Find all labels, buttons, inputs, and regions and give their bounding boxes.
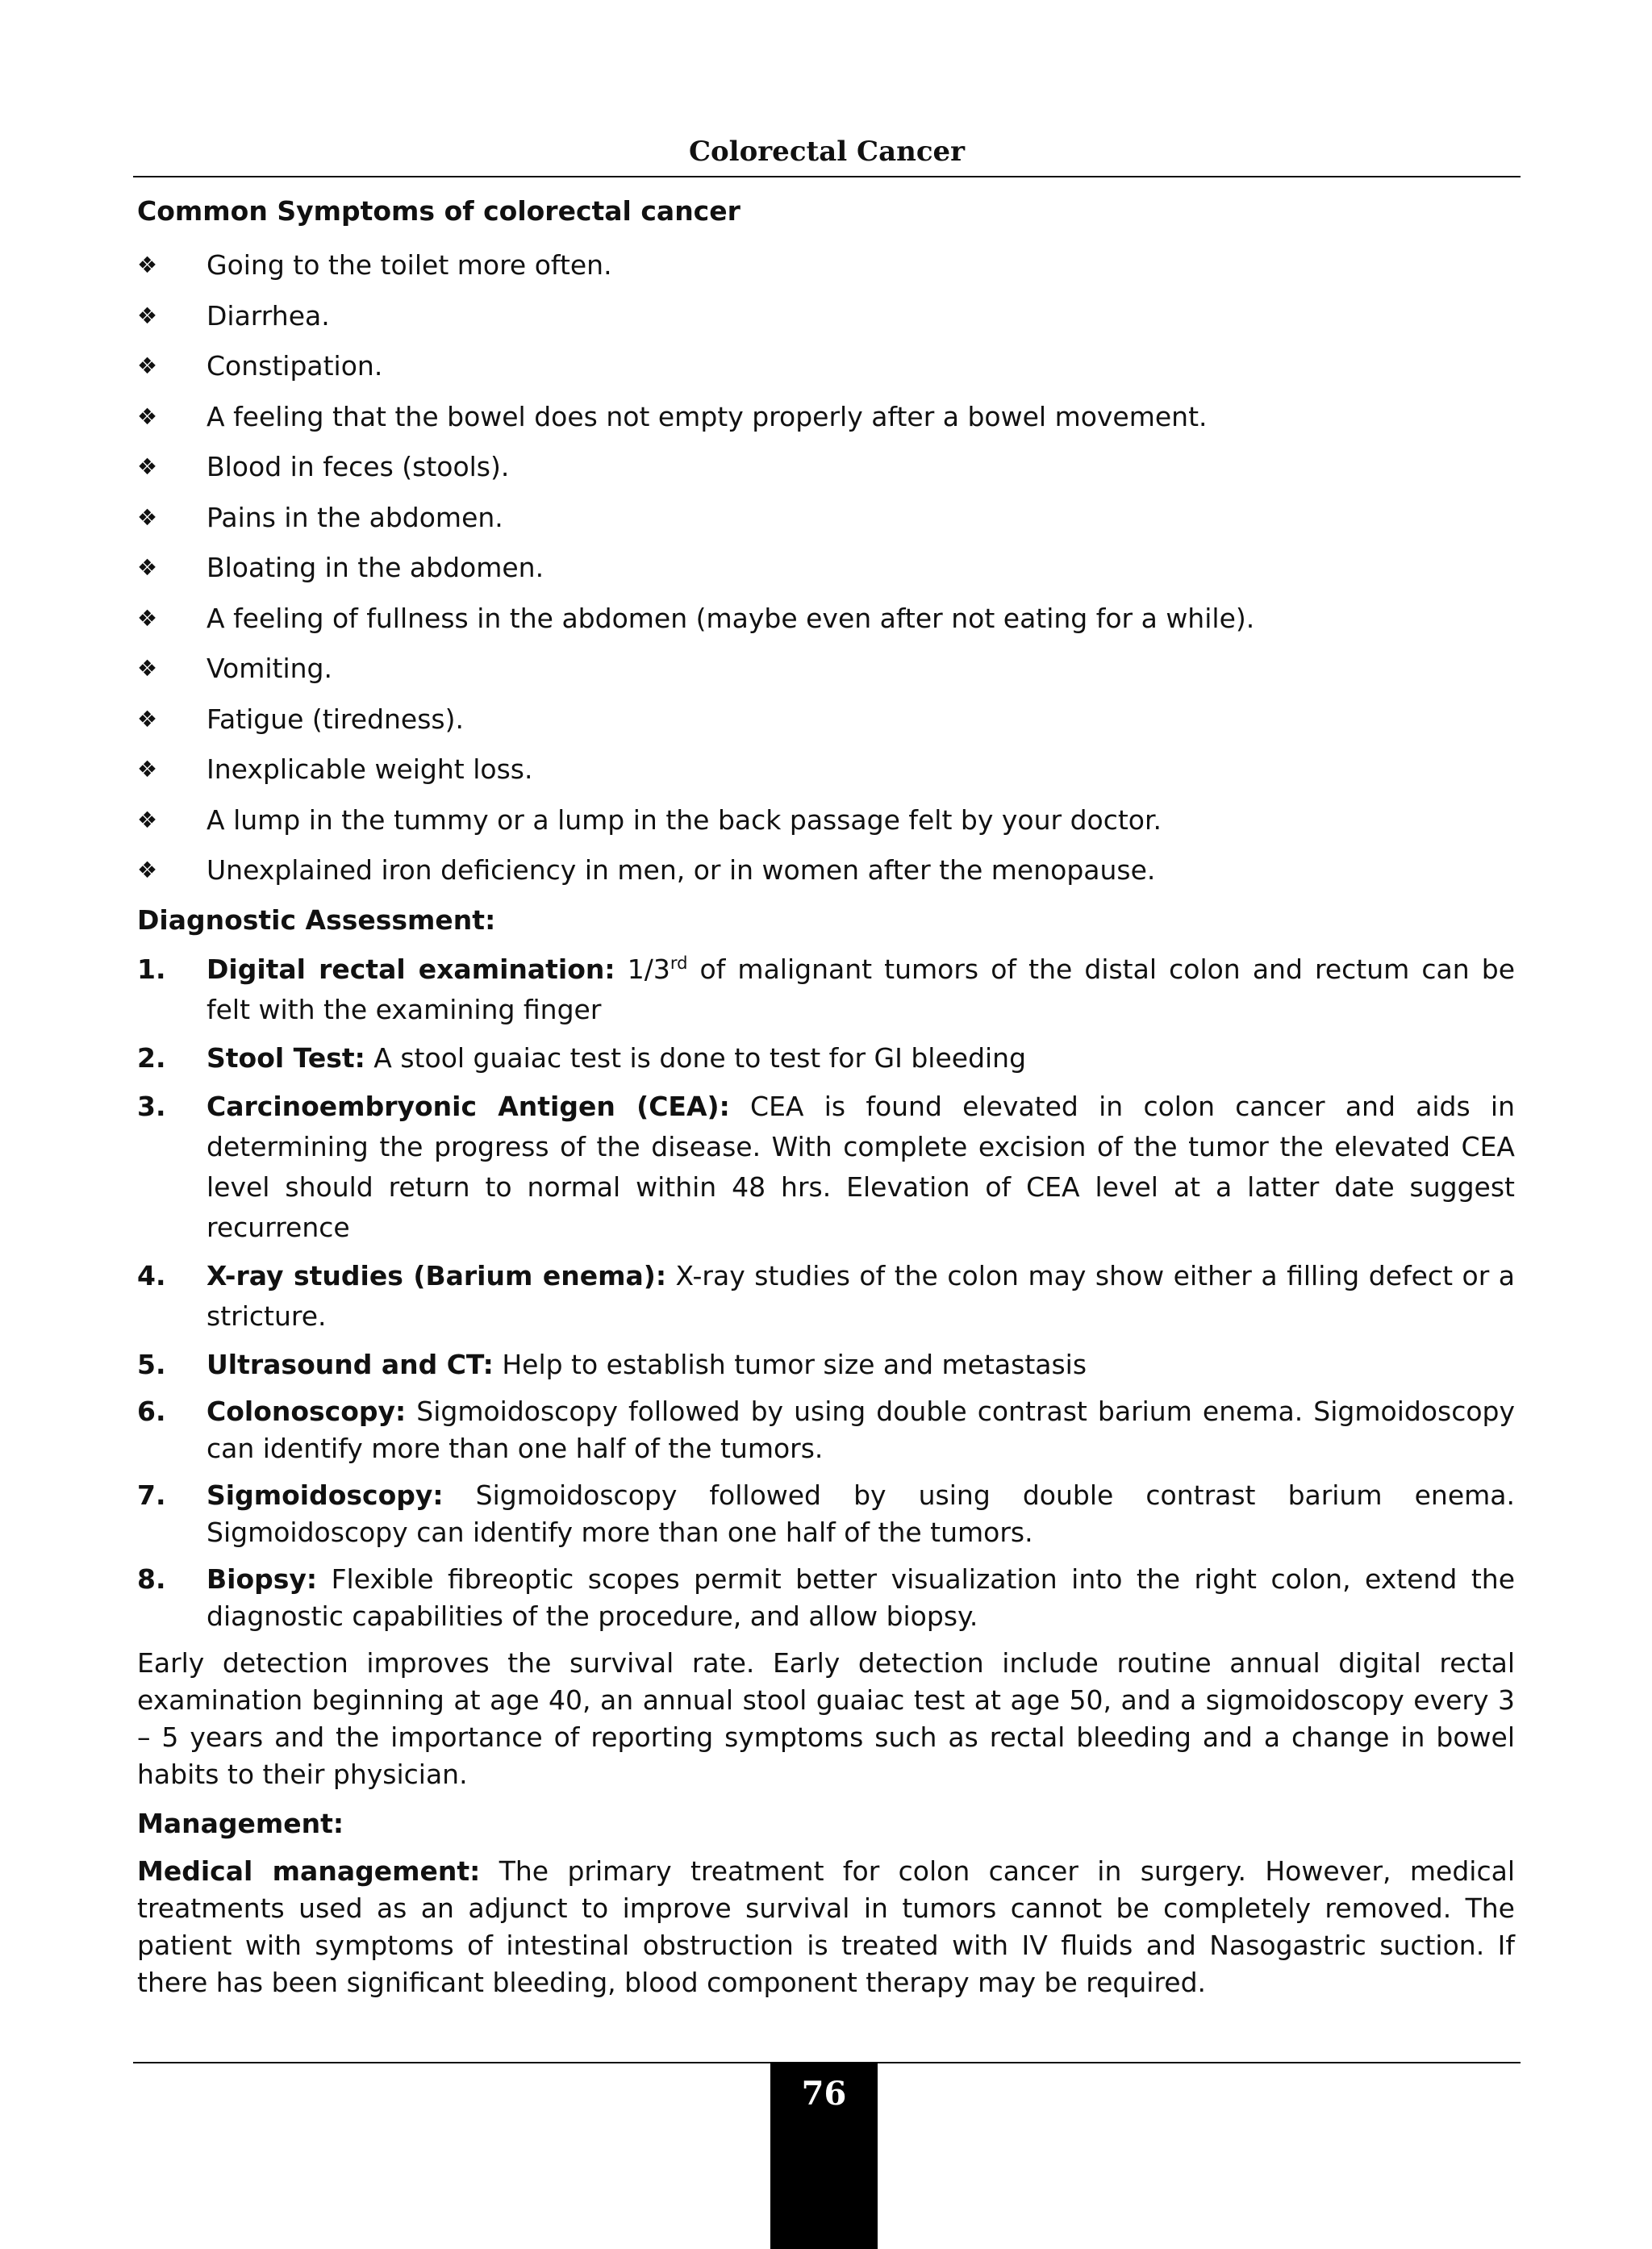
item-text: Sigmoidoscopy followed by using double contrast barium enema. Sigmoidoscopy can identify more than one half of the tumors. xyxy=(206,1479,1515,1548)
symptom-item xyxy=(137,392,1515,443)
symptoms-heading: Common Symptoms of colorectal cancer xyxy=(137,195,740,227)
page-number: 76 xyxy=(770,2062,878,2249)
item-text: of malignant tumors of the distal colon and rectum can be felt with the examining finger xyxy=(206,953,1516,1025)
medical-management-term: Medical management: xyxy=(137,1855,481,1887)
bullet-icon: ❖ xyxy=(137,403,158,430)
symptom-item xyxy=(137,695,1515,745)
symptom-item xyxy=(137,543,1515,594)
item-text: A stool guaiac test is done to test for GI bleeding xyxy=(365,1041,1027,1074)
bullet-icon: ❖ xyxy=(137,756,158,782)
symptom-item xyxy=(137,240,1515,291)
diagnostic-item xyxy=(137,949,1515,1030)
medical-management-text: The primary treatment for colon cancer in surgery. However, medical treatments used as an adjunct to improve survival in tumors cannot be completely removed. The patient with symptoms of intestinal obstruction is treated with IV fluids and Nasogastric suction. If there has been significant bleeding, blood component therapy may be required. xyxy=(137,1855,1516,1998)
symptom-text: Pains in the abdomen. xyxy=(206,501,503,533)
diagnostic-item xyxy=(137,1087,1515,1248)
item-fraction: 1/3 xyxy=(615,953,670,985)
symptom-item xyxy=(137,291,1515,342)
item-number: 4. xyxy=(137,1259,166,1291)
bullet-icon: ❖ xyxy=(137,705,158,732)
symptom-text: Inexplicable weight loss. xyxy=(206,753,533,785)
item-term: X-ray studies (Barium enema): xyxy=(206,1259,667,1291)
symptom-text: A feeling that the bowel does not empty properly after a bowel movement. xyxy=(206,400,1208,432)
symptoms-list xyxy=(137,240,1515,896)
medical-management-paragraph xyxy=(137,1853,1515,2001)
bullet-icon: ❖ xyxy=(137,453,158,480)
item-number: 8. xyxy=(137,1563,166,1595)
diagnostic-item xyxy=(137,1477,1515,1551)
symptom-text: Blood in feces (stools). xyxy=(206,451,510,482)
item-term: Ultrasound and CT: xyxy=(206,1348,494,1380)
bullet-icon: ❖ xyxy=(137,503,158,531)
symptom-text: Going to the toilet more often. xyxy=(206,249,612,281)
bullet-icon: ❖ xyxy=(137,806,158,833)
symptom-text: Bloating in the abdomen. xyxy=(206,552,544,583)
bullet-icon: ❖ xyxy=(137,252,158,278)
symptom-text: Constipation. xyxy=(206,350,383,382)
item-number: 6. xyxy=(137,1395,166,1427)
item-term: Sigmoidoscopy: xyxy=(206,1479,444,1511)
bullet-icon: ❖ xyxy=(137,353,158,379)
diagnostic-item xyxy=(137,1393,1515,1467)
symptom-item xyxy=(137,644,1515,695)
diagnostic-list xyxy=(137,949,1515,1635)
bullet-icon: ❖ xyxy=(137,655,158,682)
symptom-item xyxy=(137,493,1515,544)
symptom-item xyxy=(137,745,1515,795)
symptom-text: Fatigue (tiredness). xyxy=(206,703,464,735)
item-text: CEA is found elevated in colon cancer and aids in determining the progress of the disease. With complete excision of the tumor the elevated CEA level should return to normal within 48 hrs. Elevation of CEA level at a latter date suggest recurrence xyxy=(206,1090,1516,1243)
diagnostic-item xyxy=(137,1345,1515,1385)
item-number: 2. xyxy=(137,1041,166,1074)
bullet-icon: ❖ xyxy=(137,554,158,581)
symptom-text: Diarrhea. xyxy=(206,299,330,332)
symptom-text: A lump in the tummy or a lump in the back passage felt by your doctor. xyxy=(206,803,1162,836)
diagnostic-item xyxy=(137,1256,1515,1337)
item-number: 1. xyxy=(137,953,166,985)
page-body xyxy=(137,190,1515,2011)
management-heading: Management: xyxy=(137,1807,344,1839)
page-header-title: Colorectal Cancer xyxy=(688,136,966,168)
item-superscript: rd xyxy=(670,953,688,973)
item-term: Stool Test: xyxy=(206,1041,365,1074)
item-text: Flexible fibreoptic scopes permit better visualization into the right colon, extend the diagnostic capabilities of the procedure, and allow biopsy. xyxy=(206,1563,1515,1632)
symptom-item xyxy=(137,795,1515,846)
early-detection-paragraph: Early detection improves the survival rate. Early detection include routine annual digital rectal examination beginning at age 40, an annual stool guaiac test at age 50, and a sigmoidoscopy every 3 – 5 years and the importance of reporting symptoms such as rectal bleeding and a change in bowel habits to their physician. xyxy=(137,1646,1515,1790)
diagnostic-item xyxy=(137,1038,1515,1079)
bullet-icon: ❖ xyxy=(137,604,158,632)
diagnostic-item xyxy=(137,1561,1515,1635)
item-term: Carcinoembryonic Antigen (CEA): xyxy=(206,1090,730,1122)
item-number: 3. xyxy=(137,1090,166,1122)
symptom-item xyxy=(137,594,1515,645)
header-rule xyxy=(133,176,1521,177)
symptom-text: A feeling of fullness in the abdomen (maybe even after not eating for a while). xyxy=(206,602,1255,634)
symptom-item xyxy=(137,845,1515,896)
item-text: X-ray studies of the colon may show either a filling defect or a stricture. xyxy=(206,1259,1515,1332)
symptom-text: Vomiting. xyxy=(206,653,332,684)
item-text: Help to establish tumor size and metastasis xyxy=(493,1348,1087,1380)
item-term: Biopsy: xyxy=(206,1563,318,1595)
bullet-icon: ❖ xyxy=(137,857,158,883)
symptom-text: Unexplained iron deficiency in men, or in women after the menopause. xyxy=(206,854,1156,886)
item-number: 5. xyxy=(137,1348,166,1380)
item-text: Sigmoidoscopy followed by using double contrast barium enema. Sigmoidoscopy can identify more than one half of the tumors. xyxy=(206,1395,1515,1464)
item-term: Colonoscopy: xyxy=(206,1395,407,1427)
item-term: Digital rectal examination: xyxy=(206,953,615,985)
symptom-item xyxy=(137,341,1515,392)
item-number: 7. xyxy=(137,1479,166,1511)
diagnostic-heading: Diagnostic Assessment: xyxy=(137,903,496,936)
bullet-icon: ❖ xyxy=(137,302,158,329)
symptom-item xyxy=(137,442,1515,493)
